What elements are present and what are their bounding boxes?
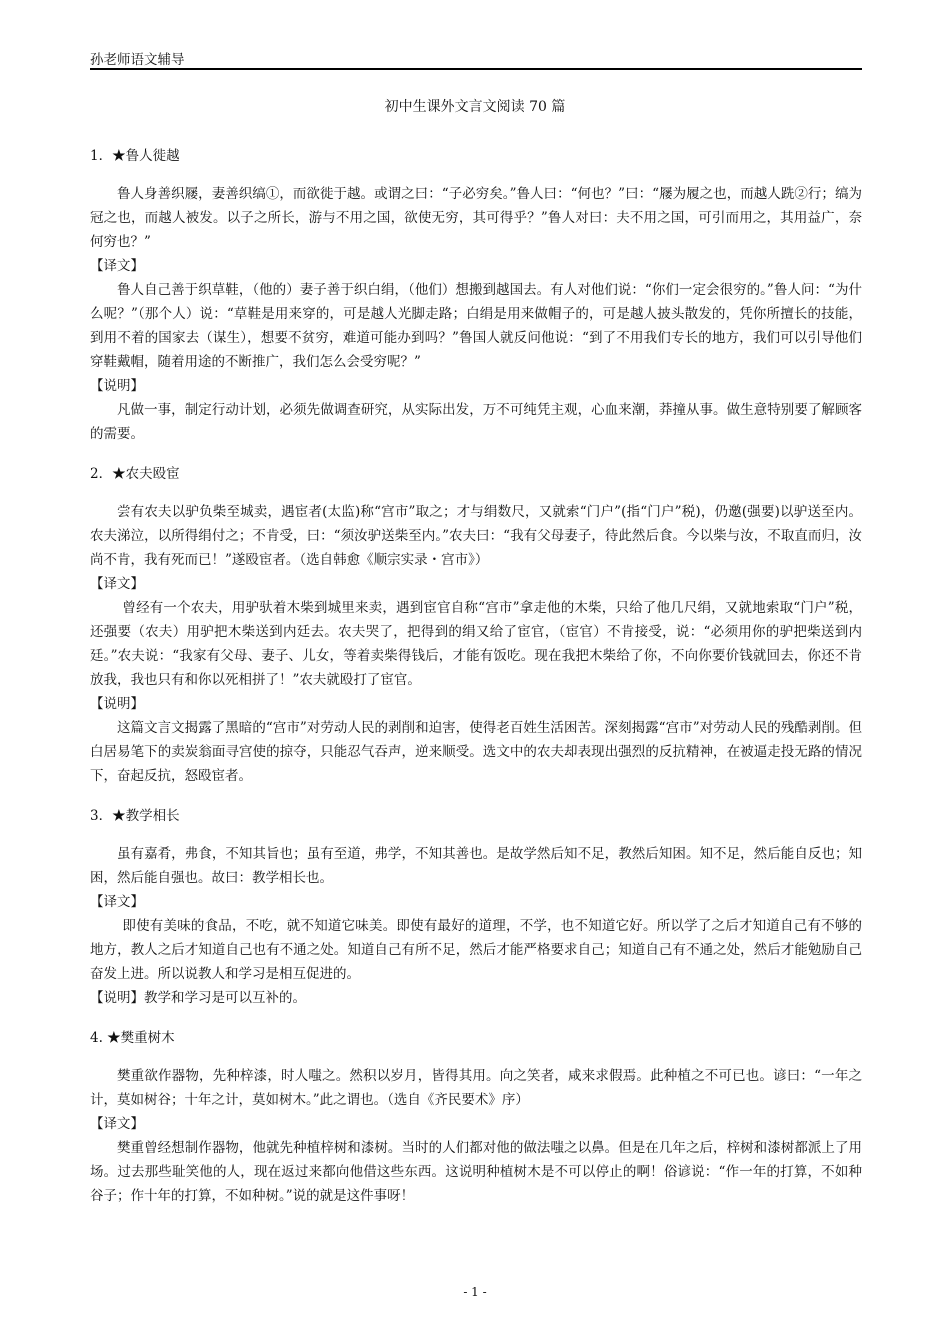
original-text: 鲁人身善织屦，妻善织缟①，而欲徙于越。或谓之曰：“子必穷矣。”鲁人曰：“何也？”曰：“屦为履之也，而越人跣②行；缟为冠之也，而越人被发。以子之所长，游与不用之国，欲使无穷，其可得乎？”鲁人对曰：夫不用之国，可引而用之，其用益广，奈何穷也？” bbox=[90, 186, 862, 250]
explanation-label: 【说明】 bbox=[90, 990, 144, 1006]
translation-text: 樊重曾经想制作器物，他就先种植梓树和漆树。当时的人们都对他的做法嗤之以鼻。但是在几年之后，梓树和漆树都派上了用场。过去那些耻笑他的人，现在返过来都向他借这些东西。这说明种植树木是不可以停止的啊！俗谚说：“作一年的打算，不如种谷子；作十年的打算，不如种树。”说的就是这件事呀！ bbox=[90, 1140, 862, 1204]
translation-label: 【译文】 bbox=[90, 894, 144, 910]
translation-text: 即使有美味的食品，不吃，就不知道它味美。即使有最好的道理，不学，也不知道它好。所以学了之后才知道自己有不够的地方，教人之后才知道自己也有不通之处。知道自己有所不足，然后才能严格要求自己；知道自己有不通之处，然后才能勉励自己奋发上进。所以说教人和学习是相互促进的。 bbox=[90, 918, 862, 982]
section-title: 1．★鲁人徙越 bbox=[90, 148, 180, 164]
translation-label: 【译文】 bbox=[90, 1116, 144, 1132]
document-title: 初中生课外文言文阅读 70 篇 bbox=[384, 99, 566, 115]
explanation-label: 【说明】 bbox=[90, 696, 144, 712]
page-number: - 1 - bbox=[463, 1285, 487, 1299]
section-4 bbox=[90, 1026, 862, 1208]
explanation-text: 凡做一事，制定行动计划，必须先做调查研究，从实际出发，万不可纯凭主观，心血来潮，莽撞从事。做生意特别要了解顾客的需要。 bbox=[90, 402, 862, 442]
translation-text: 曾经有一个农夫，用驴驮着木柴到城里来卖，遇到宦官自称“宫市”拿走他的木柴，只给了他几尺绢，又就地索取“门户”税，还强要（农夫）用驴把木柴送到内廷去。农夫哭了，把得到的绢又给了宦官，（宦官）不肯接受，说：“必须用你的驴把柴送到内廷。”农夫说：“我家有父母、妻子、儿女，等着卖柴得钱后，才能有饭吃。现在我把木柴给了你，不向你要价钱就回去，你还不肯放我，我也只有和你以死相拼了！”农夫就殴打了宦官。 bbox=[90, 600, 862, 688]
section-2 bbox=[90, 462, 862, 788]
section-title: 2．★农夫殴宦 bbox=[90, 466, 180, 482]
explanation-text: 教学和学习是可以互补的。 bbox=[144, 990, 306, 1006]
original-text: 尝有农夫以驴负柴至城卖，遇宦者(太监)称“宫市”取之；才与绢数尺，又就索“门户”(指“门户”税)，仍邀(强要)以驴送至内。农夫涕泣，以所得绢付之；不肯受，曰：“须汝驴送柴至内。”农夫曰：“我有父母妻子，待此然后食。今以柴与汝，不取直而归，汝尚不肯，我有死而已！”遂殴宦者。（选自韩愈《顺宗实录・宫市》） bbox=[90, 504, 862, 568]
page-header bbox=[90, 44, 862, 70]
section-title: 3．★教学相长 bbox=[90, 808, 180, 824]
header-text: 孙老师语文辅导 bbox=[90, 52, 185, 68]
explanation-text: 这篇文言文揭露了黑暗的“宫市”对劳动人民的剥削和迫害，使得老百姓生活困苦。深刻揭露“宫市”对劳动人民的残酷剥削。但白居易笔下的卖炭翁面寻宫使的掠夺，只能忍气吞声，逆来顺受。选文中的农夫却表现出强烈的反抗精神，在被逼走投无路的情况下，奋起反抗，怒殴宦者。 bbox=[90, 720, 862, 784]
explanation-line bbox=[90, 986, 862, 1010]
translation-label: 【译文】 bbox=[90, 258, 144, 274]
original-text: 樊重欲作器物，先种梓漆，时人嗤之。然积以岁月，皆得其用。向之笑者，咸来求假焉。此种植之不可已也。谚曰：“一年之计，莫如树谷；十年之计，莫如树木。”此之谓也。（选自《齐民要术》序） bbox=[90, 1068, 862, 1108]
translation-label: 【译文】 bbox=[90, 576, 144, 592]
explanation-label: 【说明】 bbox=[90, 378, 144, 394]
translation-text: 鲁人自己善于织草鞋，（他的）妻子善于织白绢，（他们）想搬到越国去。有人对他们说：“你们一定会很穷的。”鲁人问：“为什么呢？”（那个人）说：“草鞋是用来穿的，可是越人光脚走路；白绢是用来做帽子的，可是越人披头散发的，凭你所擅长的技能，到用不着的国家去（谋生），想要不贫穷，难道可能办到吗？”鲁国人就反问他说：“到了不用我们专长的地方，我们可以引导他们穿鞋戴帽，随着用途的不断推广，我们怎么会受穷呢？” bbox=[90, 282, 862, 370]
section-1 bbox=[90, 144, 862, 446]
original-text: 虽有嘉肴，弗食，不知其旨也；虽有至道，弗学，不知其善也。是故学然后知不足，教然后知困。知不足，然后能自反也；知困，然后能自强也。故曰：教学相长也。 bbox=[90, 846, 862, 886]
section-3 bbox=[90, 804, 862, 1010]
section-title: 4. ★樊重树木 bbox=[90, 1030, 175, 1046]
document-body bbox=[90, 144, 862, 1224]
